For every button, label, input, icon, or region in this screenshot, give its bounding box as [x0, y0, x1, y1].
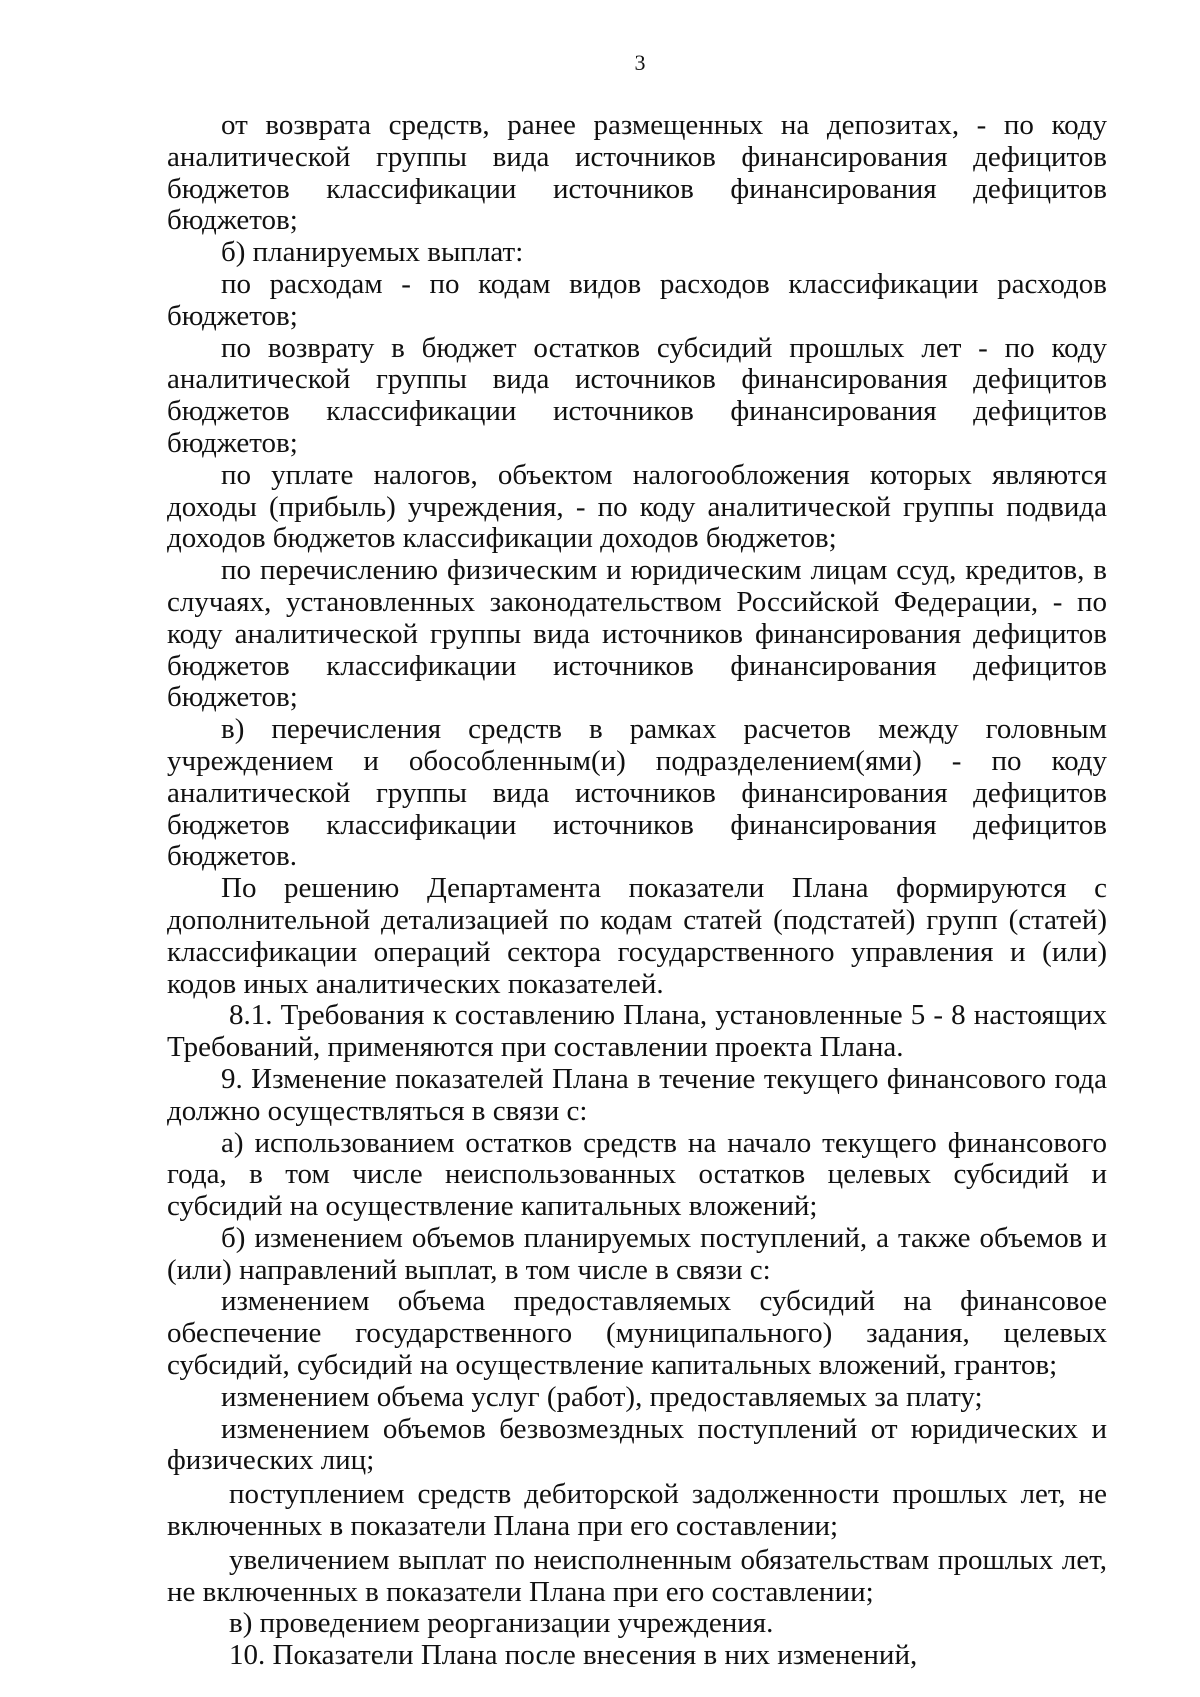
- paragraph-services-change: изменением объема услуг (работ), предоставляемых за плату;: [221, 1380, 983, 1413]
- paragraph-9: 9. Изменение показателей Плана в течение текущего финансового года должно осуществляться в связи с:: [167, 1062, 1107, 1127]
- paragraph-deposit-return: от возврата средств, ранее размещенных на депозитах, - по коду аналитической группы вида источников финансирования дефицитов бюджетов классификации источников финансирования дефицитов бюджетов;: [167, 109, 1107, 237]
- paragraph-tax-payment: по уплате налогов, объектом налогообложения которых являются доходы (прибыль) учреждения, - по коду аналитической группы подвида доходов бюджетов классификации доходов бюджетов;: [167, 458, 1107, 555]
- paragraph-department-decision: По решению Департамента показатели Плана формируются с дополнительной детализацией по кодам статей (подстатей) групп (статей) классификации операций сектора государственного управления и (или) кодов иных аналитических показателей.: [167, 872, 1107, 1000]
- page-number: 3: [634, 50, 646, 75]
- paragraph-9v: в) проведением реорганизации учреждения.: [229, 1607, 774, 1640]
- paragraph-obligations: увеличением выплат по неисполненным обязательствам прошлых лет, не включенных в показатели Плана при его составлении;: [167, 1543, 1107, 1608]
- paragraph-expenses: по расходам - по кодам видов расходов классификации расходов бюджетов;: [167, 267, 1107, 332]
- paragraph-9b: б) изменением объемов планируемых поступлений, а также объемов и (или) направлений выплат, в том числе в связи с:: [167, 1221, 1107, 1286]
- paragraph-9a: а) использованием остатков средств на начало текущего финансового года, в том числе неиспользованных остатков целевых субсидий и субсидий на осуществление капитальных вложений;: [167, 1126, 1107, 1223]
- paragraph-loans: по перечислению физическим и юридическим лицам ссуд, кредитов, в случаях, установленных законодательством Российской Федерации, - по коду аналитической группы вида источников финансирования дефицитов бюджетов классификации источников финансирования дефицитов бюджетов;: [167, 554, 1107, 714]
- paragraph-subsidy-change: изменением объема предоставляемых субсидий на финансовое обеспечение государственного (муниципального) задания, целевых субсидий, субсидий на осуществление капитальных вложений, грантов;: [167, 1285, 1107, 1382]
- paragraph-transfers: в) перечисления средств в рамках расчетов между головным учреждением и обособленным(и) подразделением(ями) - по коду аналитической группы вида источников финансирования дефицитов бюджетов классификации источников финансирования дефицитов бюджетов.: [167, 713, 1107, 873]
- paragraph-planned-payments: б) планируемых выплат:: [221, 236, 524, 269]
- paragraph-subsidy-return: по возврату в бюджет остатков субсидий прошлых лет - по коду аналитической группы вида источников финансирования дефицитов бюджетов классификации источников финансирования дефицитов бюджетов;: [167, 331, 1107, 459]
- paragraph-10: 10. Показатели Плана после внесения в них изменений,: [229, 1639, 918, 1672]
- document-body: [167, 110, 1107, 1672]
- paragraph-gratuitous-receipts: изменением объемов безвозмездных поступлений от юридических и физических лиц;: [167, 1412, 1107, 1477]
- paragraph-receivables: поступлением средств дебиторской задолженности прошлых лет, не включенных в показатели Плана при его составлении;: [167, 1478, 1107, 1543]
- paragraph-8-1: 8.1. Требования к составлению Плана, установленные 5 - 8 настоящих Требований, применяются при составлении проекта Плана.: [167, 999, 1107, 1064]
